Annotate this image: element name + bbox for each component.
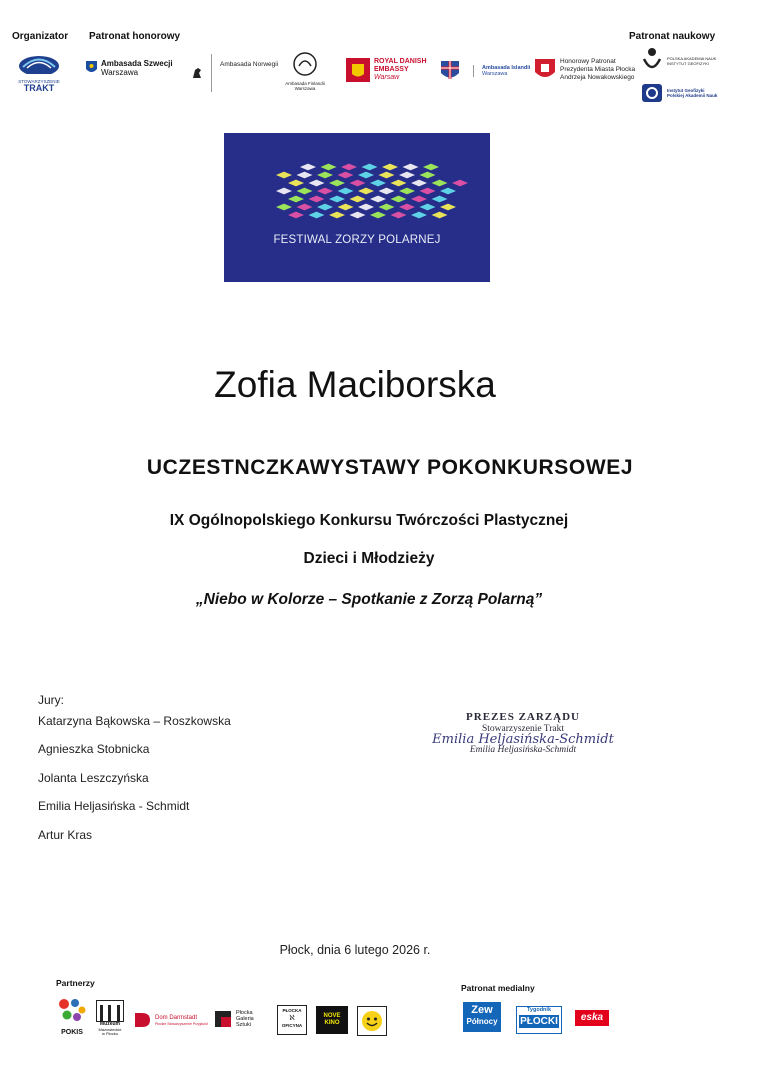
aurora-diamond — [309, 180, 325, 187]
tygodnik-line-2: PŁOCKI — [520, 1016, 558, 1027]
iceland-name: Ambasada Islandii — [482, 65, 531, 71]
aurora-diamond — [329, 196, 345, 203]
igf-line-2: Polskiej Akademii Nauk — [667, 93, 718, 98]
pan-line-2: INSTYTUT GEOFIZYKI — [667, 61, 709, 66]
aurora-diamond — [411, 180, 427, 187]
aurora-diamond — [329, 180, 345, 187]
trakt-logo-small: STOWARZYSZENIE — [18, 79, 60, 84]
igf-emblem-icon — [641, 83, 663, 103]
finland-name: Ambasada Finlandii — [285, 81, 325, 86]
denmark-crest-icon — [346, 58, 370, 82]
finland-embassy-logo — [284, 52, 326, 91]
honorary-patronage-label: Patronat honorowy — [89, 31, 181, 42]
aurora-diamonds-pattern — [224, 133, 490, 233]
aurora-diamond — [329, 212, 345, 219]
pan-emblem-icon — [641, 47, 663, 75]
nove-kino-logo — [316, 1006, 348, 1034]
aurora-diamond — [379, 172, 395, 179]
norway-lion-icon — [191, 66, 203, 80]
stamp-signatory: Emilia Heljasińska-Schmidt — [469, 745, 577, 755]
festival-banner — [224, 133, 490, 282]
aurora-diamond — [420, 188, 436, 195]
sweden-name: Ambasada Szwecji — [101, 59, 173, 68]
handwritten-signature: Emilia Heljasińska-Schmidt — [432, 732, 614, 747]
eska-logo — [575, 1010, 609, 1026]
aurora-diamond — [309, 212, 325, 219]
igf-pan-logo — [641, 83, 717, 103]
media-patronage-label: Patronat medialny — [461, 983, 535, 993]
aurora-diamond — [432, 212, 448, 219]
dom-darmstadt-logo — [133, 1011, 208, 1029]
jury-member: Agnieszka Stobnicka — [38, 742, 150, 756]
aurora-diamond — [399, 172, 415, 179]
aurora-diamond — [321, 164, 337, 171]
contest-motto: „Niebo w Kolorze – Spotkanie z Zorzą Polarną” — [195, 591, 543, 608]
iceland-coat-icon — [439, 57, 461, 83]
aurora-diamond — [341, 164, 357, 171]
festival-title: FESTIWAL ZORZY POLARNEJ — [273, 234, 441, 246]
galeria-icon — [214, 1010, 232, 1028]
jury-member: Emilia Heljasińska - Schmidt — [38, 799, 190, 813]
aurora-diamond — [423, 164, 439, 171]
norway-name: Ambasada Norwegii — [220, 61, 279, 68]
iceland-embassy-logo — [473, 65, 530, 77]
aurora-diamond — [391, 180, 407, 187]
aurora-diamond — [358, 172, 374, 179]
jury-member: Artur Kras — [38, 828, 93, 842]
aurora-diamond — [391, 196, 407, 203]
darmstadt-icon — [133, 1011, 151, 1029]
aurora-diamond — [411, 212, 427, 219]
participant-name: Zofia Maciborska — [214, 364, 496, 405]
aurora-diamond — [399, 204, 415, 211]
nove-kino-name: NOVE KINO — [323, 1013, 341, 1026]
oficyna-logo — [277, 1005, 307, 1035]
aurora-diamond — [440, 188, 456, 195]
aurora-diamond — [399, 188, 415, 195]
eska-name: eska — [580, 1012, 604, 1023]
aurora-diamond — [350, 196, 366, 203]
trakt-logo — [16, 50, 62, 93]
finland-city: Warszawa — [294, 86, 316, 91]
iceland-city: Warszawa — [482, 71, 508, 77]
oficyna-line-1: PŁOCKA — [282, 1008, 302, 1013]
plock-patronage-logo — [534, 58, 635, 82]
president-stamp — [428, 711, 618, 773]
galeria-logo — [214, 1010, 254, 1028]
aurora-diamond — [297, 204, 313, 211]
denmark-embassy-logo — [346, 57, 461, 83]
trakt-logo-text: TRAKT — [23, 83, 55, 93]
finland-emblem-icon — [293, 52, 317, 76]
denmark-name-2: EMBASSY — [374, 66, 409, 73]
tygodnik-line-1: Tygodnik — [526, 1007, 552, 1013]
aurora-diamond — [379, 188, 395, 195]
oficyna-line-2: OFICYNA — [281, 1023, 303, 1028]
norway-embassy-logo — [191, 54, 278, 92]
darmstadt-name: Dom Darmstadt — [155, 1014, 198, 1021]
jury-label: Jury: — [38, 693, 65, 707]
aurora-diamond — [370, 180, 386, 187]
denmark-city: Warsaw — [374, 74, 400, 81]
aurora-diamond — [276, 204, 292, 211]
aurora-diamond — [403, 164, 419, 171]
pokis-logo — [57, 998, 87, 1037]
aurora-diamond — [432, 196, 448, 203]
aurora-diamond — [309, 196, 325, 203]
aurora-diamond — [300, 164, 316, 171]
aurora-diamond — [276, 188, 292, 195]
aurora-diamond — [350, 180, 366, 187]
aurora-diamond — [317, 188, 333, 195]
aurora-diamond — [288, 212, 304, 219]
aurora-diamond — [440, 204, 456, 211]
aurora-diamond — [379, 204, 395, 211]
museum-line-3: w Płocku — [101, 1031, 118, 1036]
scientific-patronage-label: Patronat naukowy — [629, 31, 716, 42]
aurora-diamond — [420, 172, 436, 179]
museum-logo — [95, 1000, 125, 1037]
aurora-diamond — [288, 196, 304, 203]
divider — [211, 54, 212, 92]
tygodnik-plocki-logo — [516, 1006, 562, 1034]
stamp-association: Stowarzyszenie Trakt — [481, 724, 565, 734]
pan-geophysics-logo — [641, 47, 716, 75]
stamp-title: PREZES ZARZĄDU — [466, 711, 580, 723]
aurora-diamond — [317, 172, 333, 179]
aurora-diamond — [362, 164, 378, 171]
igf-line-1: Instytut Geofizyki — [667, 88, 705, 93]
aurora-diamond — [276, 172, 292, 179]
partners-label: Partnerzy — [56, 978, 95, 988]
trakt-aurora-icon — [17, 50, 61, 74]
galeria-line-3: Sztuki — [236, 1022, 251, 1028]
denmark-name-1: ROYAL DANISH — [374, 58, 427, 65]
aurora-diamond — [358, 188, 374, 195]
aurora-diamond — [452, 180, 468, 187]
aurora-diamond — [338, 188, 354, 195]
sweden-city: Warszawa — [101, 68, 139, 77]
darmstadt-sub: Płockie Stowarzyszenie Przyjaciół — [155, 1021, 208, 1026]
smiley-face-icon — [361, 1010, 383, 1032]
contest-name-line-2: Dzieci i Młodzieży — [303, 550, 435, 567]
zew-line-1: Zew — [471, 1004, 493, 1016]
zew-polnocy-logo — [463, 1002, 501, 1032]
aurora-diamond — [338, 172, 354, 179]
aurora-diamond — [391, 212, 407, 219]
sweden-crest-icon — [86, 61, 97, 75]
aurora-diamond — [317, 204, 333, 211]
smiley-logo — [357, 1006, 387, 1036]
plock-line-3: Andrzeja Nowakowskiego — [560, 74, 635, 81]
jury-member: Katarzyna Bąkowska – Roszkowska — [38, 714, 231, 728]
museum-line-2: Mazowieckie — [98, 1026, 122, 1032]
aurora-diamond — [297, 172, 313, 179]
zew-line-2: Północy — [466, 1017, 498, 1026]
aurora-diamond — [288, 180, 304, 187]
plock-line-1: Honorowy Patronat — [560, 58, 616, 65]
aurora-diamond — [338, 204, 354, 211]
plock-coat-icon — [534, 58, 556, 82]
aurora-diamond — [350, 212, 366, 219]
museum-columns-icon — [96, 1000, 124, 1022]
aurora-diamond — [297, 188, 313, 195]
pokis-dots-icon — [58, 998, 86, 1024]
pan-line-1: POLSKA AKADEMIA NAUK — [667, 56, 717, 61]
jury-member: Jolanta Leszczyńska — [38, 771, 149, 785]
organizer-label: Organizator — [12, 31, 69, 42]
aurora-diamond — [382, 164, 398, 171]
aurora-diamond — [370, 196, 386, 203]
aurora-diamond — [420, 204, 436, 211]
contest-name-line-1: IX Ogólnopolskiego Konkursu Twórczości Plastycznej — [169, 512, 569, 529]
aurora-diamond — [370, 212, 386, 219]
sweden-embassy-logo — [86, 59, 173, 77]
aurora-diamond — [411, 196, 427, 203]
place-and-date: Płock, dnia 6 lutego 2026 r. — [279, 943, 431, 957]
galeria-line-2: Galeria — [236, 1016, 254, 1022]
museum-line-1: Muzeum — [100, 1021, 120, 1027]
pokis-name: POKIS — [61, 1029, 83, 1036]
aurora-diamond — [432, 180, 448, 187]
certificate-title: UCZESTNCZKAWYSTAWY POKONKURSOWEJ — [146, 456, 634, 479]
plock-line-2: Prezydenta Miasta Płocka — [560, 66, 636, 73]
oficyna-glyph: ℵ — [289, 1015, 295, 1022]
aurora-diamond — [358, 204, 374, 211]
galeria-line-1: Płocka — [236, 1010, 253, 1016]
